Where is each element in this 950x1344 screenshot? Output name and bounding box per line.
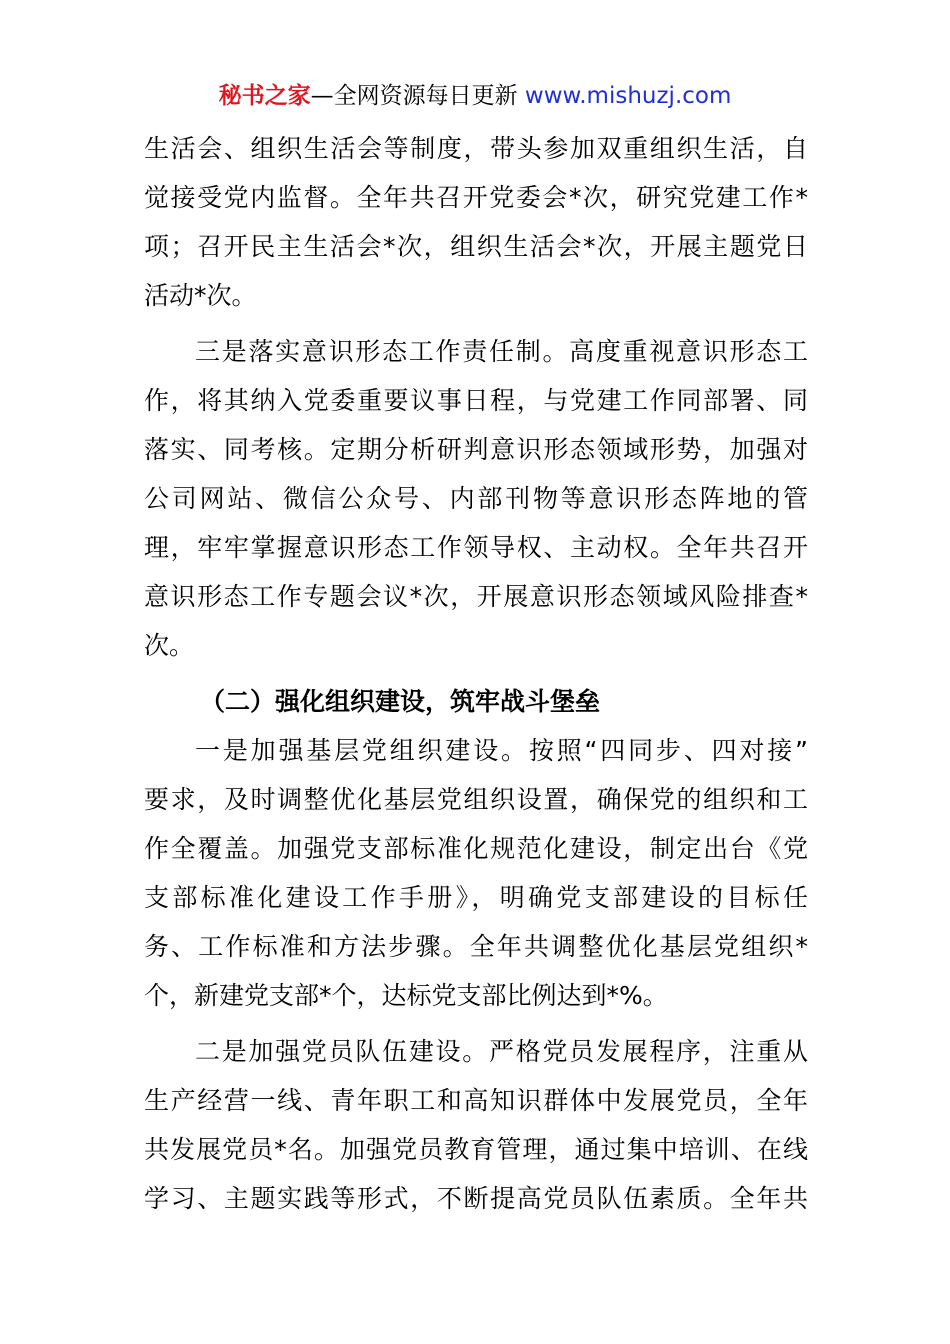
text-line: 觉接受党内监督。全年共召开党委会*次，研究党建工作* xyxy=(144,183,808,212)
text-line: 学习、主题实践等形式，不断提高党员队伍素质。全年共 xyxy=(144,1184,808,1213)
text-line: 二是加强党员队伍建设。严格党员发展程序，注重从 xyxy=(195,1037,808,1066)
text-line: 务、工作标准和方法步骤。全年共调整优化基层党组织* xyxy=(144,932,808,961)
text-line: 次。 xyxy=(144,631,195,660)
text-line: 落实、同考核。定期分析研判意识形态领域形势，加强对 xyxy=(144,435,808,464)
site-tagline: —全网资源每日更新 xyxy=(310,83,525,109)
text-line: 要求，及时调整优化基层党组织设置，确保党的组织和工 xyxy=(144,785,808,814)
text-line: 个，新建党支部*个，达标党支部比例达到*%。 xyxy=(144,981,668,1010)
text-line: 公司网站、微信公众号、内部刊物等意识形态阵地的管 xyxy=(144,484,808,513)
text-line: 生产经营一线、青年职工和高知识群体中发展党员，全年 xyxy=(144,1086,808,1115)
text-line: 共发展党员*名。加强党员教育管理，通过集中培训、在线 xyxy=(144,1135,808,1164)
text-line: 意识形态工作专题会议*次，开展意识形态领域风险排查* xyxy=(144,582,808,611)
paragraph-ideology-responsibility xyxy=(144,327,808,670)
text-line: 作全覆盖。加强党支部标准化规范化建设，制定出台《党 xyxy=(144,834,808,863)
text-line: 作，将其纳入党委重要议事日程，与党建工作同部署、同 xyxy=(144,386,808,415)
text-line: 生活会、组织生活会等制度，带头参加双重组织生活，自 xyxy=(144,134,808,163)
paragraph-member-team xyxy=(144,1027,808,1223)
text-line: 一是加强基层党组织建设。按照“四同步、四对接” xyxy=(195,736,808,765)
text-line: 三是落实意识形态工作责任制。高度重视意识形态工 xyxy=(195,337,808,366)
site-url-link[interactable]: www.mishuzj.com xyxy=(524,83,732,109)
text-line: 项；召开民主生活会*次，组织生活会*次，开展主题党日 xyxy=(144,232,808,261)
section-heading: （二）强化组织建设，筑牢战斗堡垒 xyxy=(200,687,601,716)
text-line: 活动*次。 xyxy=(144,281,257,310)
site-brand: 秘书之家 xyxy=(218,83,311,109)
document-body xyxy=(144,124,808,1223)
text-line: 支部标准化建设工作手册》，明确党支部建设的目标任 xyxy=(144,883,808,912)
text-line: 理，牢牢掌握意识形态工作领导权、主动权。全年共召开 xyxy=(144,533,808,562)
paragraph-party-life xyxy=(144,124,808,320)
site-header xyxy=(0,80,950,112)
paragraph-grassroots-organization xyxy=(144,726,808,1020)
